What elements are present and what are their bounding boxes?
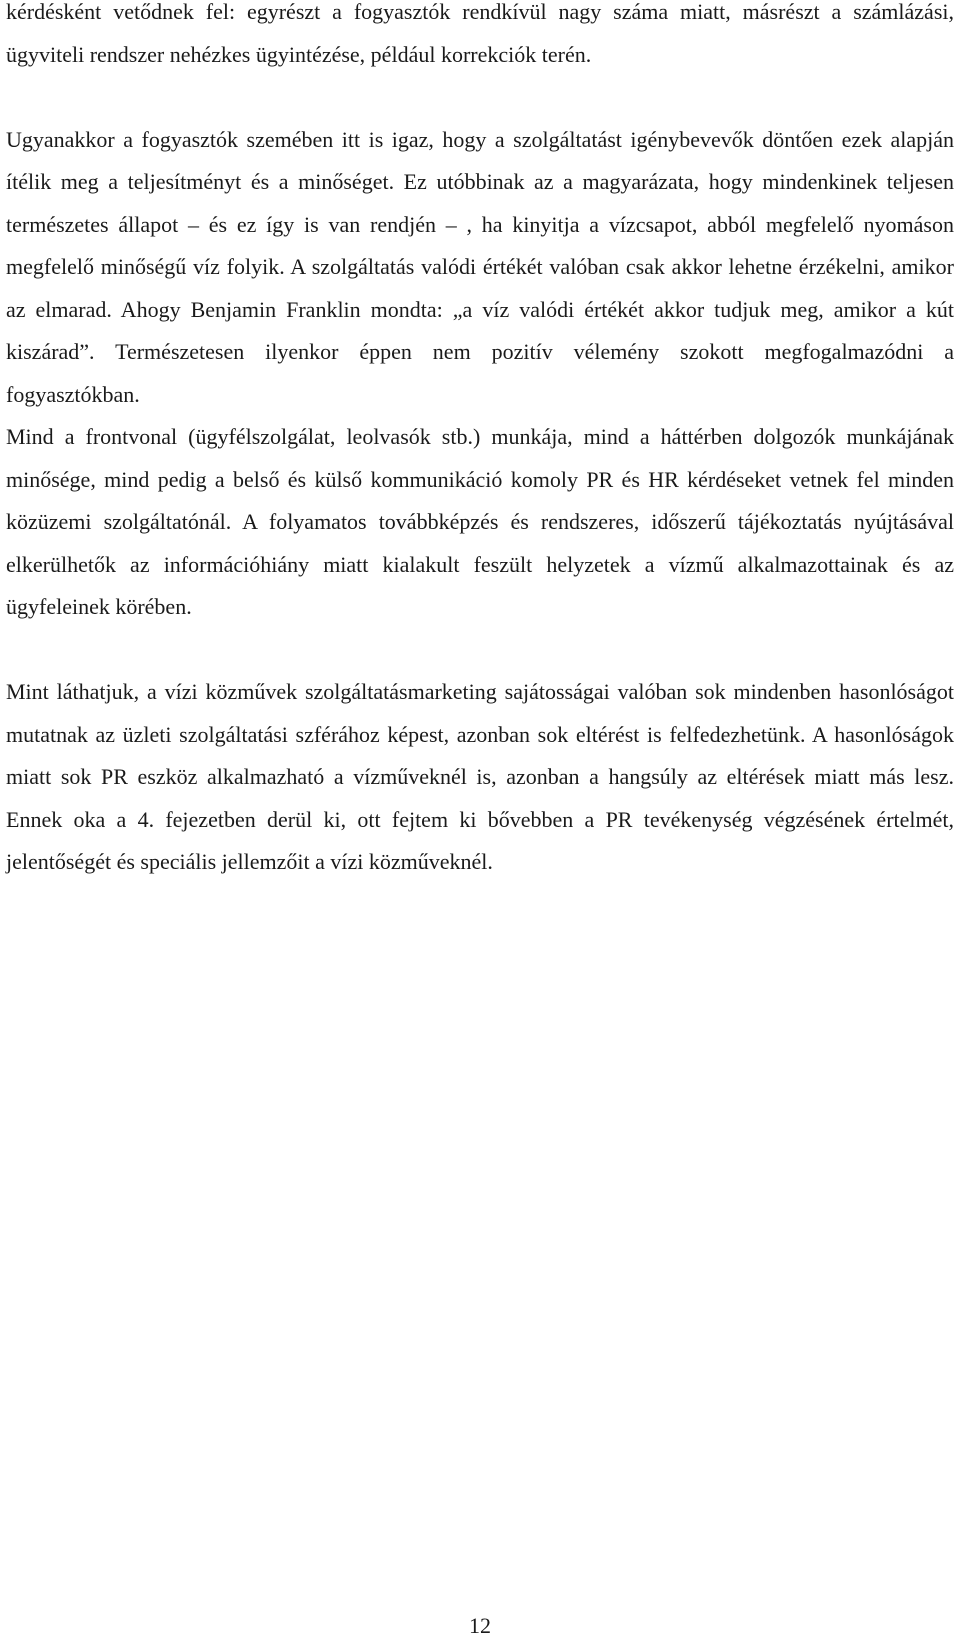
document-body (6, 0, 954, 884)
paragraph-4: Mint láthatjuk, a vízi közművek szolgáltatásmarketing sajátosságai valóban sok mindenben hasonlóságot mutatnak az üzleti szolgáltatási szférához képest, azonban sok eltérést is felfedezhetünk. A hasonlóságok miatt sok PR eszköz alkalmazható a vízműveknél is, azonban a hangsúly az eltérések miatt más lesz. Ennek oka a 4. fejezetben derül ki, ott fejtem ki bővebben a PR tevékenység végzésének értelmét, jelentőségét és speciális jellemzőit a vízi közműveknél. (6, 679, 954, 874)
paragraph-spacer (6, 76, 954, 119)
paragraph-2: Ugyanakkor a fogyasztók szemében itt is igaz, hogy a szolgáltatást igénybevevők döntően ezek alapján ítélik meg a teljesítményt és a minőséget. Ez utóbbinak az a magyarázata, hogy mindenkinek teljesen természetes állapot – és ez így is van rendjén – , ha kinyitja a vízcsapot, abból megfelelő nyomáson megfelelő minőségű víz folyik. A szolgáltatás valódi értékét valóban csak akkor lehetne érzékelni, amikor az elmarad. Ahogy Benjamin Franklin mondta: „a víz valódi értékét akkor tudjuk meg, amikor a kút kiszárad”. Természetesen ilyenkor éppen nem pozitív vélemény szokott megfogalmazódni a fogyasztókban. (6, 126, 954, 407)
paragraph-spacer (6, 629, 954, 672)
page-number: 12 (469, 1613, 491, 1638)
document-page (6, 0, 954, 1640)
paragraph-1: kérdésként vetődnek fel: egyrészt a fogyasztók rendkívül nagy száma miatt, másrészt a számlázási, ügyviteli rendszer nehézkes ügyintézése, például korrekciók terén. (6, 0, 954, 67)
paragraph-3: Mind a frontvonal (ügyfélszolgálat, leolvasók stb.) munkája, mind a háttérben dolgozók munkájának minősége, mind pedig a belső és külső kommunikáció komoly PR és HR kérdéseket vetnek fel minden közüzemi szolgáltatónál. A folyamatos továbbképzés és rendszeres, időszerű tájékoztatás nyújtásával elkerülhetők az információhiány miatt kialakult feszült helyzetek a vízmű alkalmazottainak és az ügyfeleinek körében. (6, 424, 954, 619)
